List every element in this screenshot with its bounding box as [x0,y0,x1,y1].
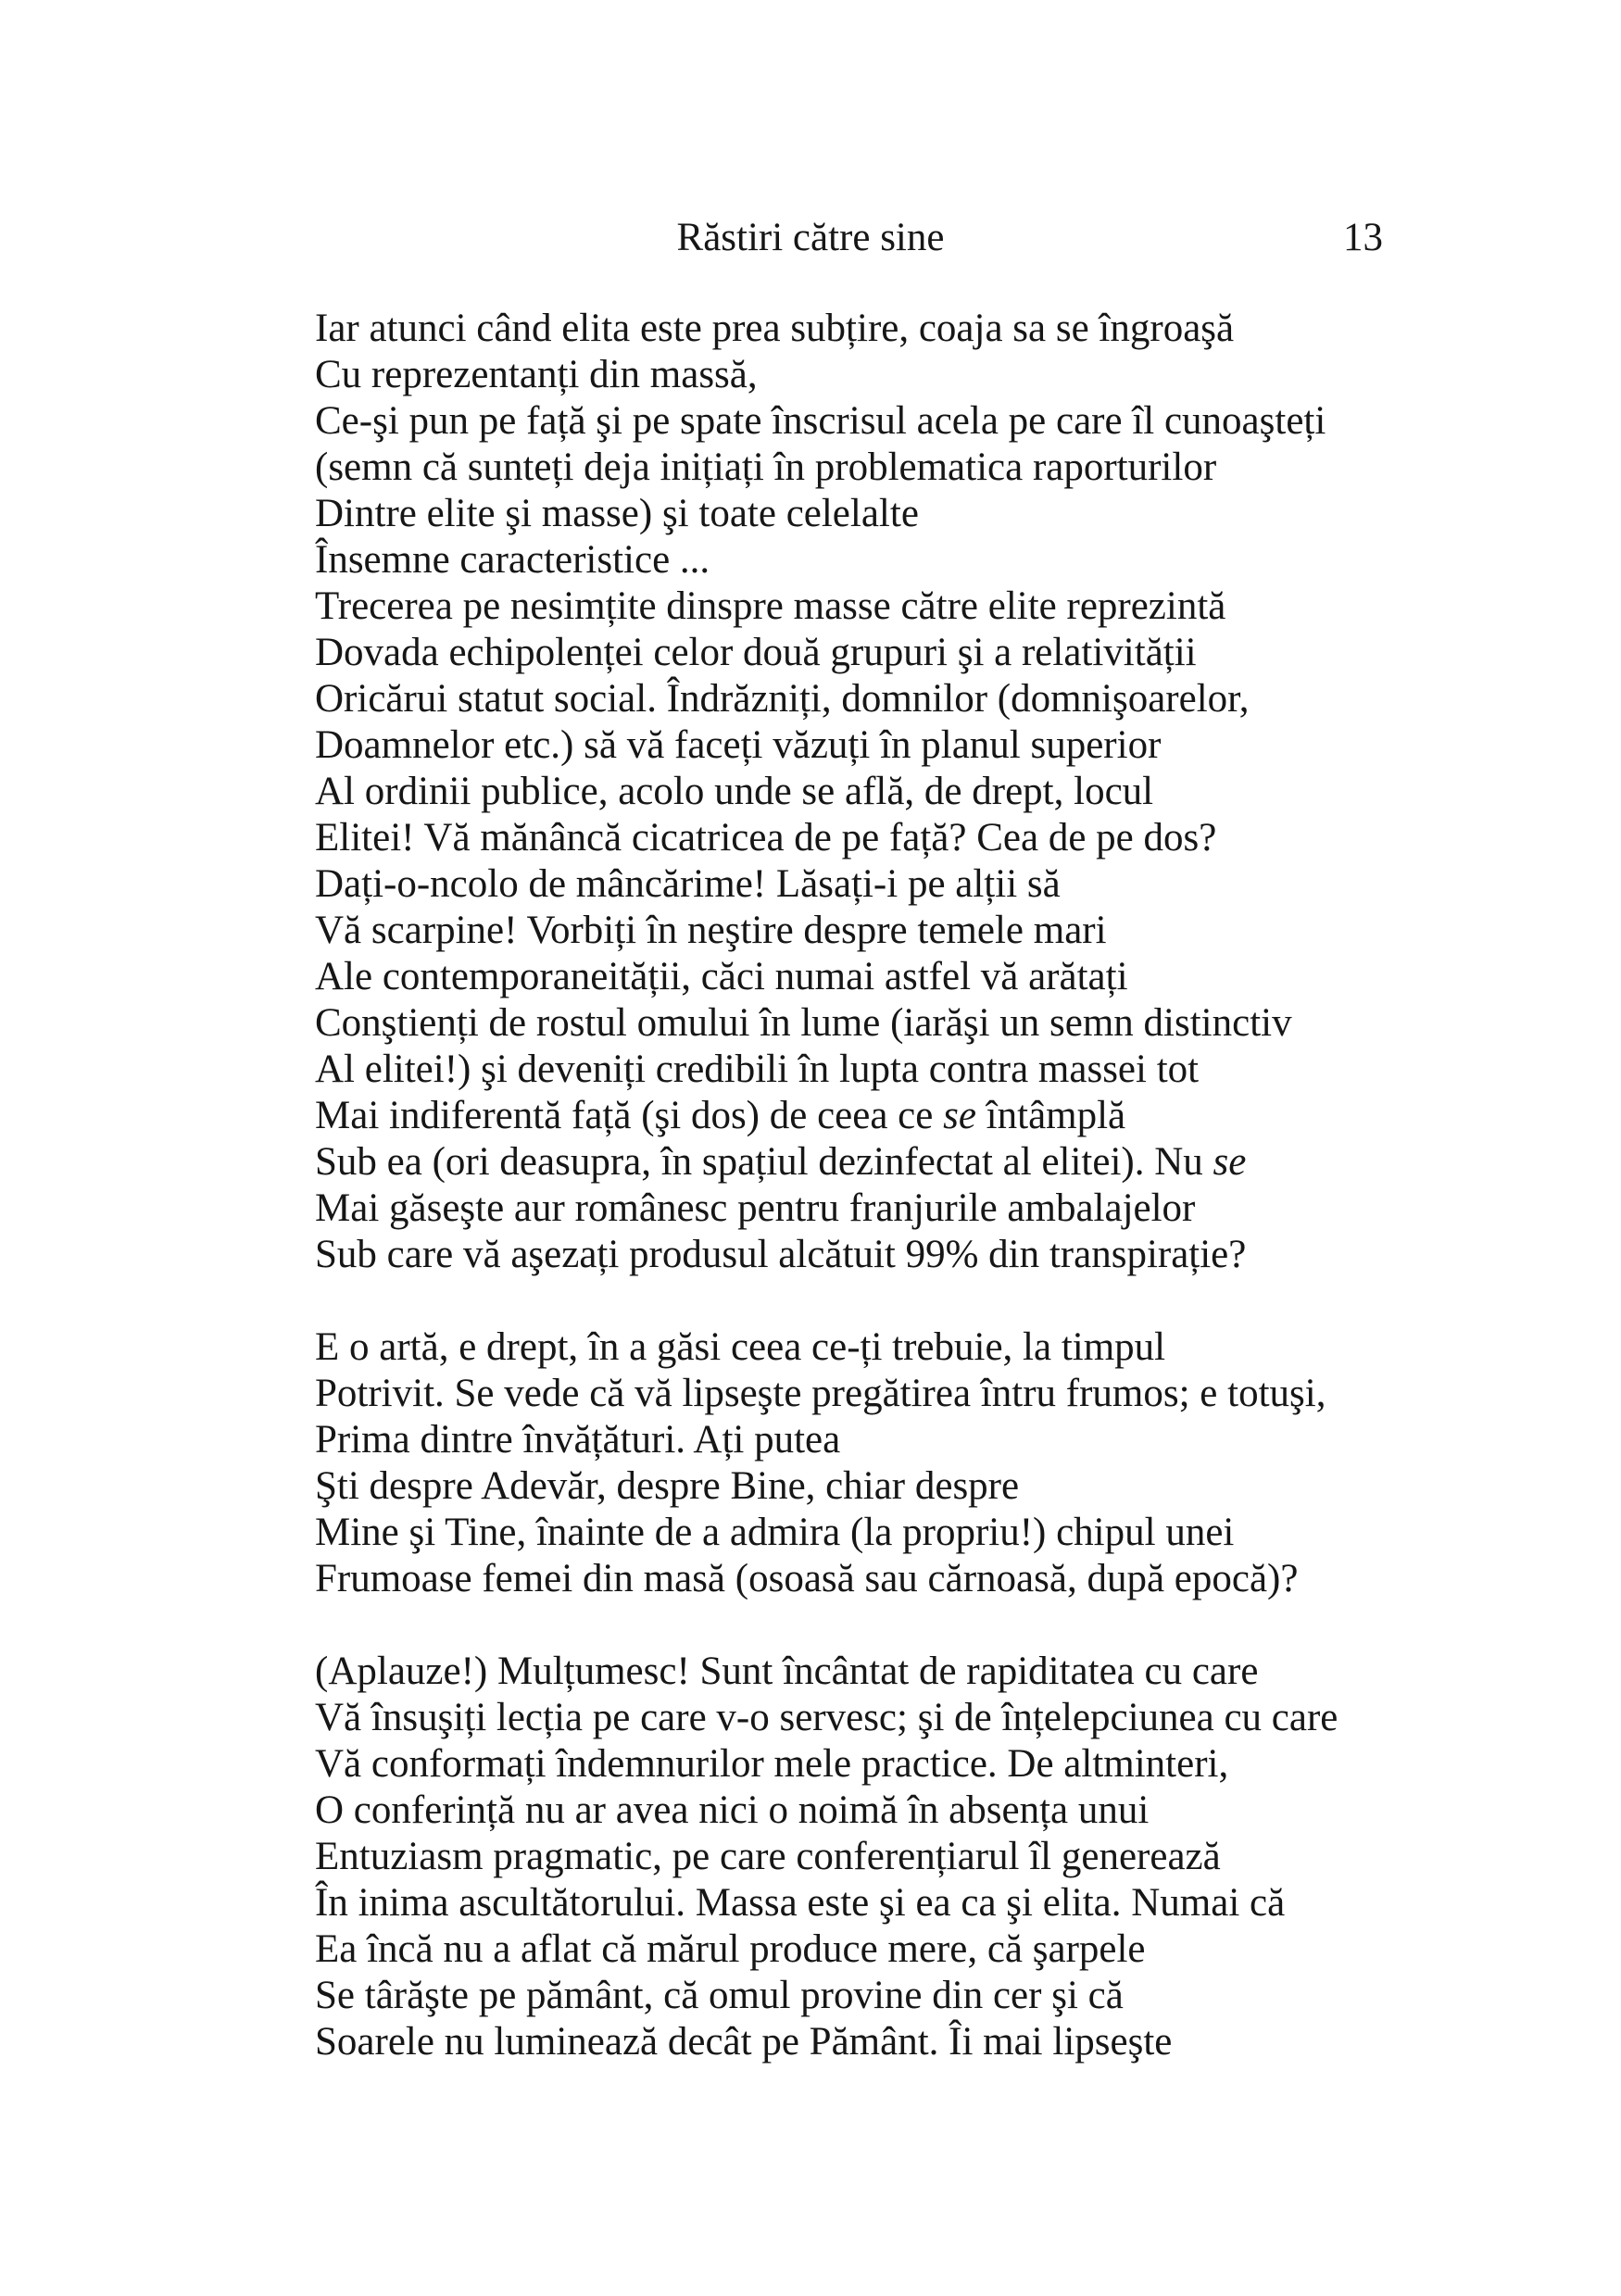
poem-line-segment: Dovada echipolenței celor două grupuri şi a relativității [315,631,1197,674]
poem-line [315,1556,1408,1602]
poem-line [315,1741,1408,1788]
poem-line-segment: Însemne caracteristice ... [315,538,710,582]
poem-line-segment: Cu reprezentanți din massă, [315,353,758,396]
poem-body [315,306,1408,2065]
poem-line [315,1834,1408,1880]
poem-line-segment: Entuziasm pragmatic, pe care conferențiarul îl generează [315,1835,1221,1878]
poem-line [315,1463,1408,1510]
poem-line [315,861,1408,908]
poem-line-segment: Iar atunci când elita este prea subțire, coaja sa se îngroaşă [315,307,1235,350]
poem-line [315,306,1408,352]
poem-line [315,583,1408,630]
poem-line-segment: În inima ascultătorului. Massa este şi ea ca şi elita. Numai că [315,1881,1286,1925]
poem-line-segment: Dintre elite şi masse) şi toate celelalte [315,492,919,535]
page-header [0,215,1621,261]
poem-line-segment: Elitei! Vă mănâncă cicatricea de pe față? Cea de pe dos? [315,816,1217,859]
poem-line [315,769,1408,815]
poem-line-segment: O conferință nu ar avea nici o noimă în absența unui [315,1788,1150,1832]
poem-line-segment: întâmplă [975,1094,1126,1137]
poem-line-segment: Se târăşte pe pământ, că omul provine din cer şi că [315,1974,1124,2017]
poem-line [315,1417,1408,1463]
poem-line [315,722,1408,769]
poem-line-segment: Al ordinii publice, acolo unde se află, de drept, locul [315,770,1154,813]
poem-line-segment: (semn că sunteți deja inițiați în problematica raporturilor [315,445,1217,489]
poem-line [315,352,1408,398]
poem-line [315,1093,1408,1139]
poem-line [315,676,1408,722]
poem-line-italic-segment: se [943,1094,976,1137]
poem-line [315,1926,1408,1973]
poem-line-segment: (Aplauze!) Mulțumesc! Sunt încântat de rapiditatea cu care [315,1650,1259,1693]
poem-line-segment: Vă scarpine! Vorbiți în neştire despre temele mari [315,909,1107,952]
poem-line-segment: Vă însuşiți lecția pe care v-o servesc; şi de înțelepciunea cu care [315,1696,1338,1739]
poem-line-segment: E o artă, e drept, în a găsi ceea ce-ți trebuie, la timpul [315,1325,1166,1369]
poem-line-segment: Ce-şi pun pe față şi pe spate înscrisul acela pe care îl cunoaşteți [315,399,1326,443]
poem-line-segment: Potrivit. Se vede că vă lipseşte pregătirea întru frumos; e totuşi, [315,1372,1326,1415]
poem-line-segment: Prima dintre învățături. Ați putea [315,1418,841,1462]
running-title: Răstiri către sine [676,216,945,259]
poem-line-segment: Oricărui statut social. Îndrăzniți, domnilor (domnişoarelor, [315,677,1250,721]
poem-line [315,1510,1408,1556]
poem-line-segment: Sub care vă aşezați produsul alcătuit 99% din transpirație? [315,1233,1247,1276]
stanza [315,1649,1408,2065]
poem-line-segment: Ea încă nu a aflat că mărul produce mere, că şarpele [315,1927,1146,1971]
poem-line [315,1047,1408,1093]
poem-line [315,1788,1408,1834]
poem-line [315,1880,1408,1926]
poem-line [315,1324,1408,1371]
page-number: 13 [1343,216,1383,259]
poem-line-segment: Vă conformați îndemnurilor mele practice. De altminteri, [315,1742,1229,1786]
poem-line [315,1695,1408,1741]
stanza [315,1324,1408,1602]
poem-line [315,1973,1408,2019]
poem-line [315,908,1408,954]
poem-line-segment: Sub ea (ori deasupra, în spațiul dezinfectat al elitei). Nu [315,1140,1213,1184]
poem-line-segment: Trecerea pe nesimțite dinspre masse către elite reprezintă [315,584,1226,628]
poem-line-segment: Frumoase femei din masă (osoasă sau cărnoasă, după epocă)? [315,1557,1299,1600]
stanza [315,306,1408,1278]
poem-line-segment: Conştienți de rostul omului în lume (iarăşi un semn distinctiv [315,1001,1292,1045]
poem-line [315,1232,1408,1278]
poem-line-italic-segment: se [1213,1140,1247,1184]
poem-line [315,815,1408,861]
poem-line [315,491,1408,537]
poem-line [315,537,1408,583]
poem-line [315,1000,1408,1047]
poem-line-segment: Al elitei!) şi deveniți credibili în lupta contra massei tot [315,1048,1200,1091]
poem-line [315,954,1408,1000]
poem-line-segment: Şti despre Adevăr, despre Bine, chiar despre [315,1464,1020,1508]
poem-line [315,630,1408,676]
poem-line-segment: Mine şi Tine, înainte de a admira (la propriu!) chipul unei [315,1511,1235,1554]
poem-line-segment: Mai găseşte aur românesc pentru franjurile ambalajelor [315,1186,1196,1230]
poem-line [315,1139,1408,1186]
poem-line [315,398,1408,445]
poem-line [315,1186,1408,1232]
poem-line [315,1649,1408,1695]
poem-line-segment: Mai indiferentă față (şi dos) de ceea ce [315,1094,944,1137]
poem-line-segment: Soarele nu luminează decât pe Pământ. Îi mai lipseşte [315,2020,1173,2064]
poem-line [315,2019,1408,2065]
poem-line [315,445,1408,491]
poem-line-segment: Doamnelor etc.) să vă faceți văzuți în planul superior [315,723,1162,767]
poem-line-segment: Ale contemporaneității, căci numai astfel vă arătați [315,955,1128,998]
poem-line-segment: Dați-o-ncolo de mâncărime! Lăsați-i pe alții să [315,862,1061,906]
poem-line [315,1371,1408,1417]
